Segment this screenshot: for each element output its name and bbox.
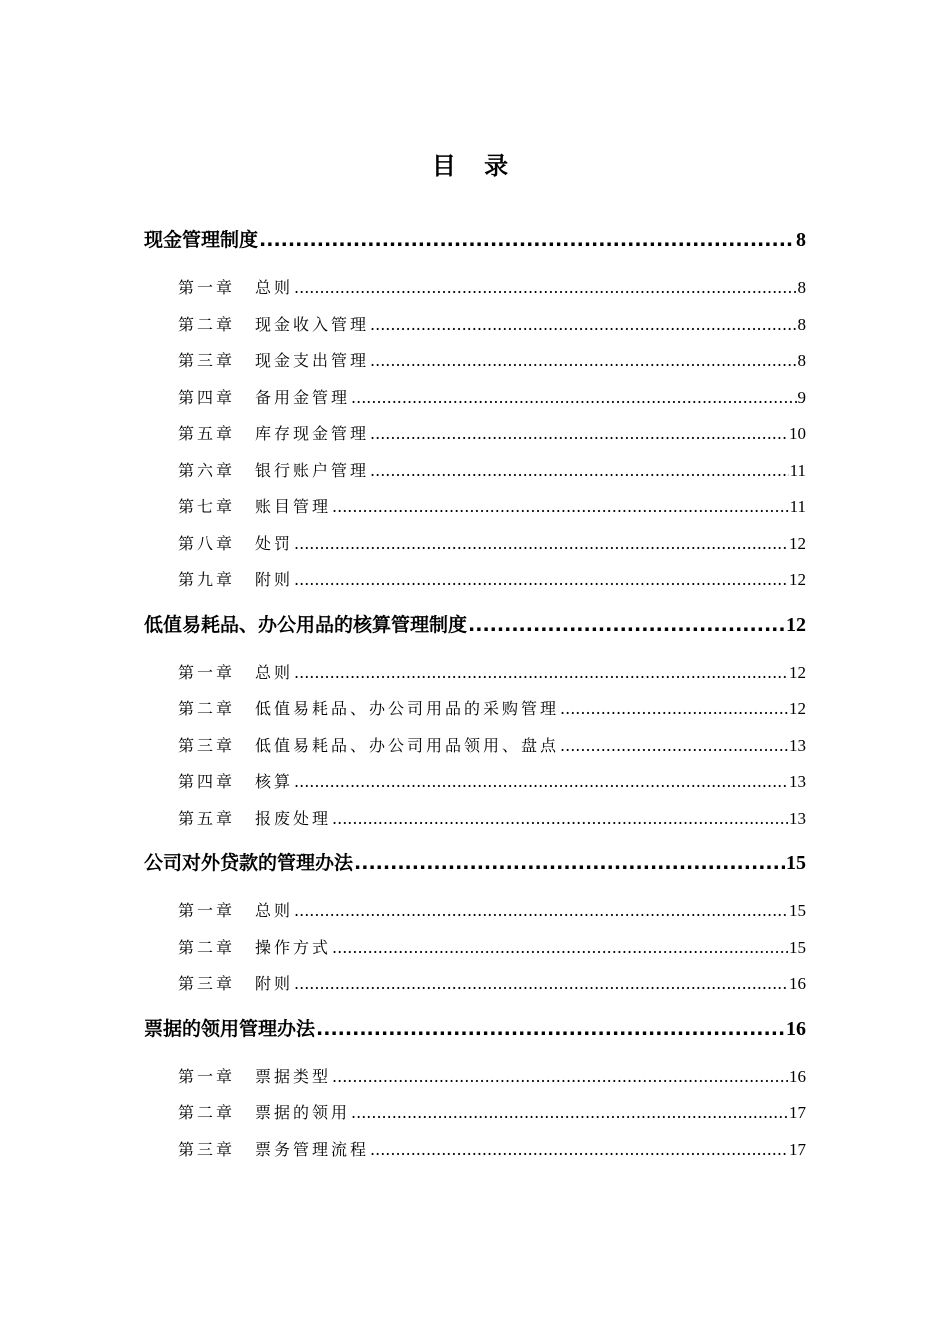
- chapter-page: 13: [789, 808, 806, 828]
- chapter-label: 第二章: [178, 937, 236, 957]
- chapter-title: 票据类型: [255, 1066, 332, 1086]
- dot-leader: [294, 270, 796, 307]
- chapter-label: 第四章: [178, 772, 236, 791]
- toc-section-entry[interactable]: [144, 1009, 806, 1049]
- toc-chapter-entry[interactable]: [178, 655, 806, 692]
- chapter-title: 总则: [255, 662, 294, 682]
- chapter-title: 报废处理: [255, 808, 332, 828]
- toc-section: [0, 1009, 950, 1175]
- dot-leader: [354, 843, 785, 883]
- chapter-label: 第二章: [178, 1103, 236, 1122]
- chapter-page: 16: [789, 974, 806, 993]
- chapter-page: 15: [789, 901, 806, 920]
- toc-chapter-entry[interactable]: [178, 893, 806, 930]
- dot-leader: [294, 526, 788, 563]
- chapter-page: 11: [789, 497, 806, 516]
- toc-section-title: 公司对外贷款的管理办法: [144, 852, 354, 874]
- toc-chapter-list: [0, 883, 950, 1009]
- table-of-contents: [0, 220, 950, 1174]
- toc-chapter-entry[interactable]: [178, 416, 806, 453]
- chapter-label: 第八章: [178, 533, 236, 553]
- toc-chapter-entry[interactable]: [178, 526, 806, 563]
- chapter-page: 13: [789, 772, 806, 791]
- dot-leader: [351, 380, 796, 417]
- chapter-page: 8: [797, 278, 806, 297]
- dot-leader: [332, 930, 788, 967]
- chapter-label: 第五章: [178, 424, 236, 443]
- dot-leader: [370, 343, 796, 380]
- chapter-page: 13: [789, 735, 806, 755]
- toc-chapter-entry[interactable]: [178, 1095, 806, 1132]
- toc-section-page: 12: [786, 613, 806, 636]
- chapter-label: 第一章: [178, 278, 236, 297]
- chapter-title: 操作方式: [255, 937, 332, 957]
- chapter-title: 低值易耗品、办公司用品的采购管理: [255, 699, 560, 718]
- toc-section-entry[interactable]: [144, 605, 806, 645]
- toc-chapter-entry[interactable]: [178, 453, 806, 490]
- toc-chapter-entry[interactable]: [178, 489, 806, 526]
- chapter-title: 低值易耗品、办公司用品领用、盘点: [255, 735, 560, 755]
- chapter-title: 总则: [255, 901, 294, 920]
- toc-chapter-entry[interactable]: [178, 307, 806, 344]
- chapter-page: 11: [789, 460, 806, 480]
- chapter-label: 第一章: [178, 662, 236, 682]
- toc-chapter-entry[interactable]: [178, 966, 806, 1003]
- toc-section-page: 8: [796, 229, 806, 251]
- dot-leader: [370, 416, 788, 453]
- chapter-label: 第一章: [178, 901, 236, 920]
- chapter-page: 8: [797, 351, 806, 370]
- chapter-label: 第一章: [178, 1066, 236, 1086]
- dot-leader: [370, 307, 796, 344]
- toc-chapter-entry[interactable]: [178, 728, 806, 765]
- dot-leader: [294, 764, 788, 801]
- toc-chapter-list: [0, 645, 950, 844]
- toc-chapter-list: [0, 260, 950, 605]
- chapter-title: 现金收入管理: [255, 314, 370, 334]
- chapter-page: 8: [797, 314, 806, 334]
- dot-leader: [294, 966, 788, 1003]
- chapter-title: 现金支出管理: [255, 351, 370, 370]
- chapter-label: 第三章: [178, 351, 236, 370]
- toc-chapter-entry[interactable]: [178, 1132, 806, 1169]
- toc-section-title: 现金管理制度: [144, 229, 259, 251]
- dot-leader: [370, 1132, 788, 1169]
- chapter-label: 第四章: [178, 387, 236, 407]
- chapter-title: 附则: [255, 974, 294, 993]
- toc-section-title: 票据的领用管理办法: [144, 1017, 316, 1040]
- dot-leader: [351, 1095, 788, 1132]
- chapter-label: 第九章: [178, 570, 236, 589]
- toc-chapter-entry[interactable]: [178, 801, 806, 838]
- dot-leader: [259, 220, 795, 260]
- chapter-label: 第六章: [178, 460, 236, 480]
- chapter-page: 12: [789, 570, 806, 589]
- toc-chapter-list: [0, 1049, 950, 1175]
- chapter-page: 17: [789, 1139, 806, 1159]
- chapter-title: 票据的领用: [255, 1103, 351, 1122]
- chapter-title: 总则: [255, 278, 294, 297]
- dot-leader: [316, 1009, 785, 1049]
- chapter-page: 12: [789, 699, 806, 718]
- toc-section: [0, 605, 950, 844]
- toc-chapter-entry[interactable]: [178, 343, 806, 380]
- chapter-label: 第三章: [178, 1139, 236, 1159]
- chapter-title: 账目管理: [255, 497, 332, 516]
- dot-leader: [560, 691, 788, 728]
- toc-section: [0, 220, 950, 605]
- dot-leader: [294, 655, 788, 692]
- toc-chapter-entry[interactable]: [178, 562, 806, 599]
- toc-chapter-entry[interactable]: [178, 270, 806, 307]
- chapter-title: 核算: [255, 772, 294, 791]
- chapter-title: 备用金管理: [255, 387, 351, 407]
- chapter-label: 第三章: [178, 735, 236, 755]
- chapter-page: 12: [789, 533, 806, 553]
- dot-leader: [332, 489, 789, 526]
- dot-leader: [560, 728, 788, 765]
- chapter-title: 银行账户管理: [255, 460, 370, 480]
- toc-chapter-entry[interactable]: [178, 764, 806, 801]
- chapter-title: 库存现金管理: [255, 424, 370, 443]
- dot-leader: [468, 605, 785, 645]
- toc-chapter-entry[interactable]: [178, 1059, 806, 1096]
- chapter-page: 17: [789, 1103, 806, 1122]
- dot-leader: [294, 562, 788, 599]
- chapter-label: 第二章: [178, 699, 236, 718]
- dot-leader: [294, 893, 788, 930]
- chapter-label: 第五章: [178, 808, 236, 828]
- chapter-title: 处罚: [255, 533, 294, 553]
- dot-leader: [370, 453, 789, 490]
- toc-title: 目 录: [431, 152, 519, 180]
- dot-leader: [332, 801, 788, 838]
- toc-section-entry[interactable]: [144, 220, 806, 260]
- toc-chapter-entry[interactable]: [178, 930, 806, 967]
- chapter-title: 票务管理流程: [255, 1139, 370, 1159]
- toc-chapter-entry[interactable]: [178, 380, 806, 417]
- chapter-page: 9: [797, 387, 806, 407]
- toc-chapter-entry[interactable]: [178, 691, 806, 728]
- chapter-page: 16: [789, 1066, 806, 1086]
- chapter-page: 15: [789, 937, 806, 957]
- toc-section-page: 15: [786, 852, 806, 874]
- chapter-label: 第七章: [178, 497, 236, 516]
- toc-section-page: 16: [786, 1017, 806, 1040]
- toc-section: [0, 843, 950, 1009]
- toc-section-entry[interactable]: [144, 843, 806, 883]
- chapter-label: 第二章: [178, 314, 236, 334]
- chapter-label: 第三章: [178, 974, 236, 993]
- dot-leader: [332, 1059, 788, 1096]
- chapter-page: 10: [789, 424, 806, 443]
- toc-section-title: 低值易耗品、办公用品的核算管理制度: [144, 613, 468, 636]
- chapter-page: 12: [789, 662, 806, 682]
- chapter-title: 附则: [255, 570, 294, 589]
